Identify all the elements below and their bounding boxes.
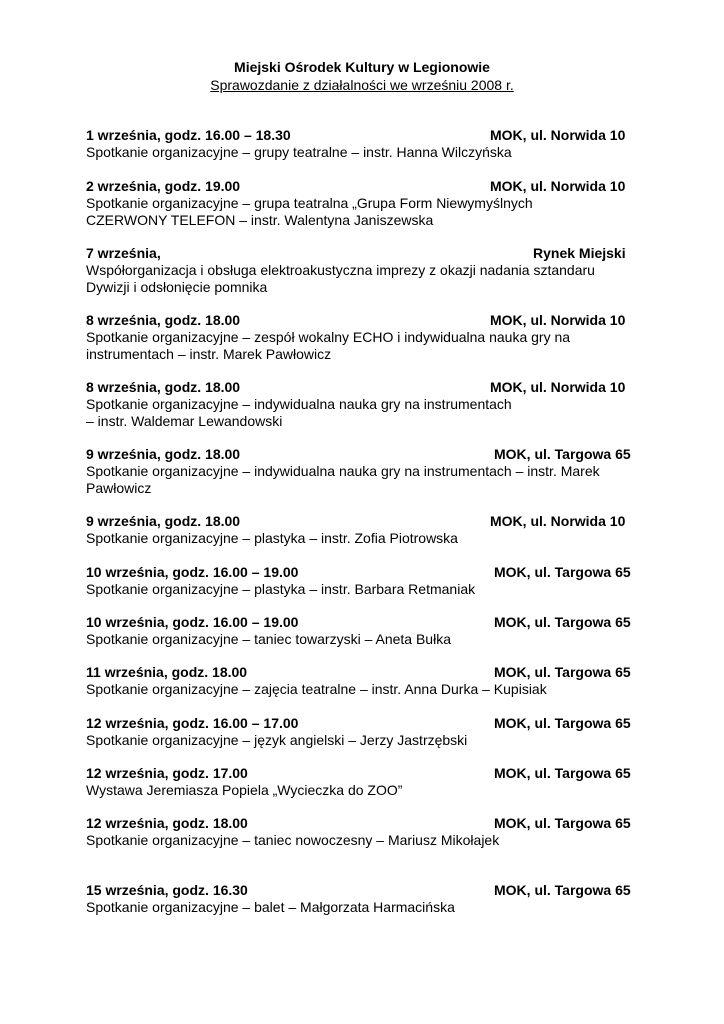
- organization-name: Miejski Ośrodek Kultury w Legionowie: [234, 59, 490, 75]
- entry-location: MOK, ul. Targowa 65: [494, 446, 631, 462]
- entry-description: Spotkanie organizacyjne – indywidualna nauka gry na instrumentach – instr. Waldemar Lewandowski: [86, 396, 512, 429]
- schedule-entry: [86, 613, 638, 648]
- entry-date: 9 września, godz. 18.00: [86, 446, 241, 462]
- schedule-entry: [86, 512, 638, 547]
- schedule-entry: [86, 177, 638, 229]
- entry-description: Współorganizacja i obsługa elektroakustyczna imprezy z okazji nadania sztandaru Dywizji i odsłonięcie pomnika: [86, 262, 595, 295]
- entry-date: 12 września, godz. 16.00 – 17.00: [86, 715, 299, 731]
- entry-date: 7 września,: [86, 245, 161, 261]
- schedule-entry: [86, 311, 638, 363]
- entry-date: 9 września, godz. 18.00: [86, 513, 241, 529]
- entry-date: 10 września, godz. 16.00 – 19.00: [86, 614, 299, 630]
- entry-description: Spotkanie organizacyjne – taniec towarzyski – Aneta Bułka: [86, 631, 451, 647]
- entry-heading: [86, 512, 638, 530]
- entry-date: 1 września, godz. 16.00 – 18.30: [86, 127, 291, 143]
- schedule-entry: [86, 126, 638, 161]
- schedule-entry: [86, 814, 638, 849]
- entry-description: Spotkanie organizacyjne – grupy teatralne – instr. Hanna Wilczyńska: [86, 144, 512, 160]
- entry-heading: [86, 378, 638, 396]
- entry-heading: [86, 445, 638, 463]
- entry-heading: [86, 613, 638, 631]
- entry-description: Spotkanie organizacyjne – język angielski – Jerzy Jastrzębski: [86, 732, 468, 748]
- schedule-entry: [86, 764, 638, 799]
- entry-date: 2 września, godz. 19.00: [86, 178, 241, 194]
- entry-heading: [86, 563, 638, 581]
- entry-location: MOK, ul. Norwida 10: [490, 127, 626, 143]
- entry-location: MOK, ul. Targowa 65: [494, 564, 631, 580]
- entry-date: 10 września, godz. 16.00 – 19.00: [86, 564, 299, 580]
- entry-date: 15 września, godz. 16.30: [86, 882, 248, 898]
- entry-description: Spotkanie organizacyjne – taniec nowoczesny – Mariusz Mikołajek: [86, 832, 500, 848]
- schedule-entry: [86, 445, 638, 497]
- entry-location: MOK, ul. Norwida 10: [490, 178, 626, 194]
- schedule-entry: [86, 563, 638, 598]
- entry-description: Spotkanie organizacyjne – plastyka – instr. Zofia Piotrowska: [86, 530, 458, 546]
- entry-location: MOK, ul. Norwida 10: [490, 513, 626, 529]
- schedule-entry: [86, 378, 638, 430]
- entry-description: Spotkanie organizacyjne – plastyka – instr. Barbara Retmaniak: [86, 581, 476, 597]
- entry-date: 8 września, godz. 18.00: [86, 379, 241, 395]
- entry-heading: [86, 177, 638, 195]
- entry-date: 12 września, godz. 18.00: [86, 815, 248, 831]
- entry-description: Wystawa Jeremiasza Popiela „Wycieczka do ZOO”: [86, 782, 403, 798]
- report-title: Sprawozdanie z działalności we wrześniu 2008 r.: [210, 77, 514, 93]
- entry-heading: [86, 126, 638, 144]
- schedule-entry: [86, 663, 638, 698]
- entry-date: 11 września, godz. 18.00: [86, 664, 248, 680]
- entry-location: Rynek Miejski: [533, 245, 626, 261]
- entry-heading: [86, 311, 638, 329]
- entry-location: MOK, ul. Norwida 10: [490, 312, 626, 328]
- entry-location: MOK, ul. Targowa 65: [494, 614, 631, 630]
- entry-location: MOK, ul. Targowa 65: [494, 765, 631, 781]
- entry-heading: [86, 881, 638, 899]
- entry-location: MOK, ul. Targowa 65: [494, 664, 631, 680]
- entry-heading: [86, 663, 638, 681]
- entry-date: 8 września, godz. 18.00: [86, 312, 241, 328]
- entry-description: Spotkanie organizacyjne – indywidualna nauka gry na instrumentach – instr. Marek Pawłowicz: [86, 463, 600, 496]
- entry-description: Spotkanie organizacyjne – zespół wokalny ECHO i indywidualna nauka gry na instrumentach – instr. Marek Pawłowicz: [86, 329, 571, 362]
- entry-heading: [86, 714, 638, 732]
- entry-location: MOK, ul. Norwida 10: [490, 379, 626, 395]
- entry-heading: [86, 244, 638, 262]
- entry-location: MOK, ul. Targowa 65: [494, 815, 631, 831]
- entry-location: MOK, ul. Targowa 65: [494, 715, 631, 731]
- document-header: [0, 58, 724, 94]
- entry-location: MOK, ul. Targowa 65: [494, 882, 631, 898]
- entry-heading: [86, 814, 638, 832]
- schedule-entry: [86, 244, 638, 296]
- entry-description: Spotkanie organizacyjne – zajęcia teatralne – instr. Anna Durka – Kupisiak: [86, 681, 547, 697]
- schedule-entry: [86, 714, 638, 749]
- entry-heading: [86, 764, 638, 782]
- entry-description: Spotkanie organizacyjne – grupa teatralna „Grupa Form Niewymyślnych CZERWONY TELEFON – instr. Walentyna Janiszewska: [86, 195, 533, 228]
- schedule-entry: [86, 881, 638, 916]
- entry-date: 12 września, godz. 17.00: [86, 765, 248, 781]
- entry-description: Spotkanie organizacyjne – balet – Małgorzata Harmacińska: [86, 899, 455, 915]
